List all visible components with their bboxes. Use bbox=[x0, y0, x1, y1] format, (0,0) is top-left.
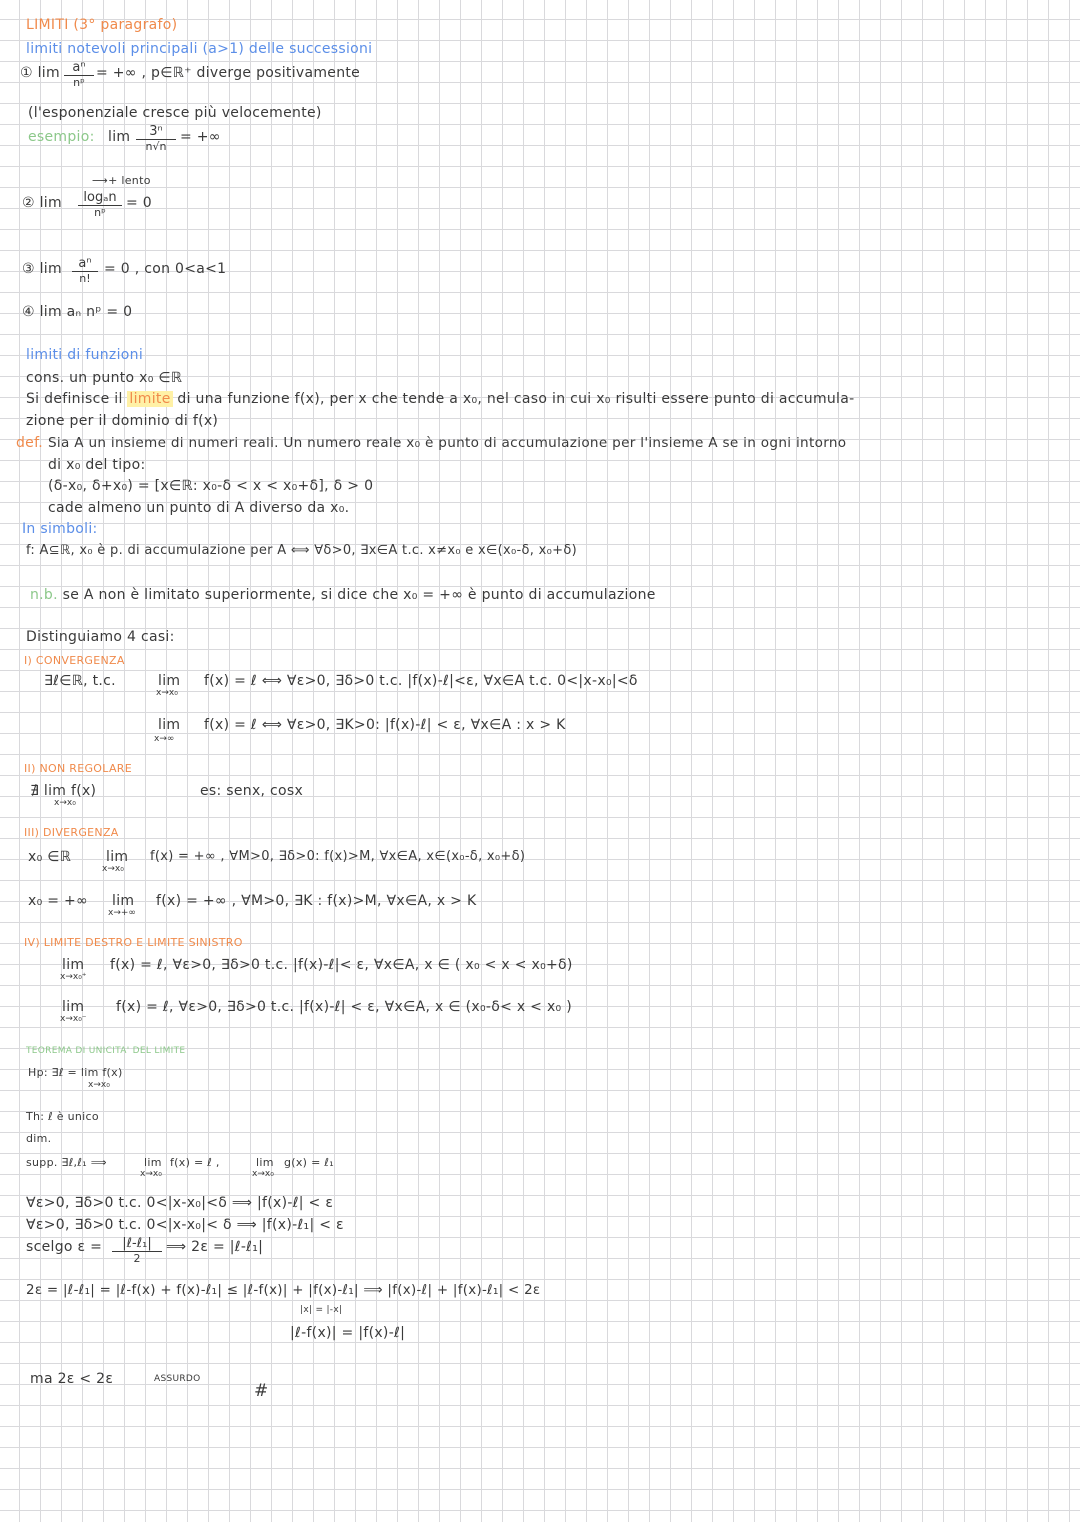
page-title: LIMITI (3° paragrafo) bbox=[26, 17, 178, 33]
nb-line bbox=[30, 586, 656, 604]
theorem-dim: dim. bbox=[26, 1132, 52, 1145]
case1-lim2-sub: x→∞ bbox=[154, 734, 175, 744]
item1-rest: = +∞ , p∈ℝ⁺ diverge positivamente bbox=[96, 65, 361, 81]
proof-assurdo: ASSURDO bbox=[154, 1374, 201, 1384]
case4-title: IV) LIMITE DESTRO E LIMITE SINISTRO bbox=[24, 936, 243, 949]
case1-line1-prefix: ∃ℓ∈ℝ, t.c. bbox=[44, 673, 116, 689]
def-line2: di x₀ del tipo: bbox=[48, 457, 146, 473]
functions-line3: zione per il dominio di f(x) bbox=[26, 413, 219, 429]
theorem-hp: Hp: ∃ℓ = lim f(x) bbox=[28, 1066, 123, 1079]
nb-text: se A non è limitato superiormente, si dice che x₀ = +∞ è punto di accumulazione bbox=[62, 587, 656, 603]
case3-line1-prefix: x₀ ∈ℝ bbox=[28, 849, 72, 865]
proof-contradiction: ma 2ε < 2ε bbox=[30, 1371, 114, 1387]
case4-lim2-sub: x→x₀⁻ bbox=[60, 1014, 87, 1024]
supp-lim1-sub: x→x₀ bbox=[140, 1169, 162, 1179]
item2-fraction bbox=[78, 190, 122, 219]
example-fraction bbox=[136, 124, 176, 153]
supp-lim2-sub: x→x₀ bbox=[252, 1169, 274, 1179]
case4-lim1: lim bbox=[62, 957, 85, 973]
example-rest: = +∞ bbox=[180, 129, 221, 145]
case1-line2: f(x) = ℓ ⟺ ∀ε>0, ∃K>0: |f(x)-ℓ| < ε, ∀x∈A : x > K bbox=[204, 717, 566, 733]
case3-lim1-sub: x→x₀ bbox=[102, 864, 124, 874]
item3-fraction bbox=[72, 256, 98, 285]
supp-f: f(x) = ℓ , bbox=[170, 1156, 220, 1169]
functions-heading: limiti di funzioni bbox=[26, 347, 144, 363]
case4-lim1-sub: x→x₀⁺ bbox=[60, 972, 87, 982]
case3-title: III) DIVERGENZA bbox=[24, 826, 119, 839]
item2-arrow-note: ⟶+ lento bbox=[92, 174, 151, 187]
item1-numerator: aⁿ bbox=[64, 60, 94, 76]
case3-lim1: lim bbox=[106, 849, 129, 865]
proof-abs-eq: |ℓ-f(x)| = |f(x)-ℓ| bbox=[290, 1325, 406, 1341]
case3-line2-prefix: x₀ = +∞ bbox=[28, 893, 89, 909]
case1-lim1: lim bbox=[158, 673, 181, 689]
item2-label: ② lim bbox=[22, 195, 62, 211]
item4: ④ lim aₙ nᵖ = 0 bbox=[22, 304, 133, 320]
example-denominator: n√n bbox=[145, 140, 167, 153]
item1-note: (l'esponenziale cresce più velocemente) bbox=[28, 105, 322, 121]
proof-line1: ∀ε>0, ∃δ>0 t.c. 0<|x-x₀|<δ ⟹ |f(x)-ℓ| < ε bbox=[26, 1195, 334, 1211]
item2-denominator: nᵖ bbox=[94, 206, 106, 219]
epsilon-fraction bbox=[112, 1236, 162, 1265]
case1-line1: f(x) = ℓ ⟺ ∀ε>0, ∃δ>0 t.c. |f(x)-ℓ|<ε, ∀x∈A t.c. 0<|x-x₀|<δ bbox=[204, 673, 638, 689]
supp-lim1: lim bbox=[144, 1156, 162, 1169]
item3-denominator: n! bbox=[79, 272, 91, 285]
def-line3: (δ-x₀, δ+x₀) = [x∈ℝ: x₀-δ < x < x₀+δ], δ > 0 bbox=[48, 478, 374, 494]
supp-prefix: supp. ∃ℓ,ℓ₁ ⟹ bbox=[26, 1156, 107, 1169]
proof-line4: 2ε = |ℓ-ℓ₁| = |ℓ-f(x) + f(x)-ℓ₁| ≤ |ℓ-f(x)| + |f(x)-ℓ₁| ⟹ |f(x)-ℓ| + |f(x)-ℓ₁| < 2ε bbox=[26, 1283, 541, 1298]
functions-line2-a: Si definisce il bbox=[26, 391, 123, 407]
functions-line2-b: di una funzione f(x), per x che tende a x₀, nel caso in cui x₀ risulti essere punto di accumula- bbox=[177, 391, 855, 407]
theorem-hp-sub: x→x₀ bbox=[88, 1080, 110, 1090]
def-line1: Sia A un insieme di numeri reali. Un numero reale x₀ è punto di accumulazione per l'insieme A se in ogni intorno bbox=[48, 435, 847, 451]
case2-line: ∄ lim f(x) bbox=[30, 783, 97, 799]
case1-lim2: lim bbox=[158, 717, 181, 733]
item2-numerator: logₐn bbox=[78, 190, 122, 206]
case2-lim-sub: x→x₀ bbox=[54, 798, 76, 808]
cases-intro: Distinguiamo 4 casi: bbox=[26, 629, 175, 645]
example-label: esempio: bbox=[28, 129, 95, 145]
item1-label: ① lim bbox=[20, 65, 60, 81]
item3-numerator: aⁿ bbox=[72, 256, 98, 272]
item1-denominator: nᵖ bbox=[73, 76, 85, 89]
proof-abs-note: |x| = |-x| bbox=[300, 1305, 343, 1315]
theorem-title: TEOREMA DI UNICITA' DEL LIMITE bbox=[26, 1046, 186, 1056]
case2-title: II) NON REGOLARE bbox=[24, 762, 132, 775]
sequences-heading: limiti notevoli principali (a>1) delle successioni bbox=[26, 41, 373, 57]
case3-line2: f(x) = +∞ , ∀M>0, ∃K : f(x)>M, ∀x∈A, x > K bbox=[156, 893, 477, 909]
case1-title: I) CONVERGENZA bbox=[24, 654, 125, 667]
case3-lim2: lim bbox=[112, 893, 135, 909]
item3-rest: = 0 , con 0<a<1 bbox=[104, 261, 227, 277]
case2-example: es: senx, cosx bbox=[200, 783, 304, 799]
proof-line2: ∀ε>0, ∃δ>0 t.c. 0<|x-x₀|< δ ⟹ |f(x)-ℓ₁| < ε bbox=[26, 1217, 344, 1233]
epsilon-denominator: 2 bbox=[133, 1252, 141, 1265]
functions-line2 bbox=[26, 390, 854, 408]
limite-highlight: limite bbox=[129, 391, 171, 407]
example-numerator: 3ⁿ bbox=[136, 124, 176, 140]
example-lim: lim bbox=[108, 129, 131, 145]
case3-line1: f(x) = +∞ , ∀M>0, ∃δ>0: f(x)>M, ∀x∈A, x∈(x₀-δ, x₀+δ) bbox=[150, 849, 526, 864]
symbols-label: In simboli: bbox=[22, 521, 98, 537]
case4-line1: f(x) = ℓ, ∀ε>0, ∃δ>0 t.c. |f(x)-ℓ|< ε, ∀x∈A, x ∈ ( x₀ < x < x₀+δ) bbox=[110, 957, 573, 973]
case4-lim2: lim bbox=[62, 999, 85, 1015]
item2-rest: = 0 bbox=[126, 195, 152, 211]
supp-g: g(x) = ℓ₁ bbox=[284, 1156, 334, 1169]
proof-end-mark: # bbox=[254, 1381, 269, 1401]
proof-line3-prefix: scelgo ε = bbox=[26, 1239, 103, 1255]
def-label: def. bbox=[16, 435, 44, 451]
case1-lim1-sub: x→x₀ bbox=[156, 688, 178, 698]
symbols-line: f: A⊆ℝ, x₀ è p. di accumulazione per A ⟺ ∀δ>0, ∃x∈A t.c. x≠x₀ e x∈(x₀-δ, x₀+δ) bbox=[26, 543, 577, 558]
case3-lim2-sub: x→+∞ bbox=[108, 908, 136, 918]
proof-line3: ⟹ 2ε = |ℓ-ℓ₁| bbox=[166, 1239, 264, 1255]
epsilon-numerator: |ℓ-ℓ₁| bbox=[112, 1236, 162, 1252]
item1-fraction bbox=[64, 60, 94, 89]
def-line4: cade almeno un punto di A diverso da x₀. bbox=[48, 500, 350, 516]
functions-line1: cons. un punto x₀ ∈ℝ bbox=[26, 370, 183, 386]
theorem-th: Th: ℓ è unico bbox=[26, 1110, 99, 1123]
item3-label: ③ lim bbox=[22, 261, 62, 277]
nb-label: n.b. bbox=[30, 587, 58, 603]
case4-line2: f(x) = ℓ, ∀ε>0, ∃δ>0 t.c. |f(x)-ℓ| < ε, ∀x∈A, x ∈ (x₀-δ< x < x₀ ) bbox=[116, 999, 572, 1015]
supp-lim2: lim bbox=[256, 1156, 274, 1169]
